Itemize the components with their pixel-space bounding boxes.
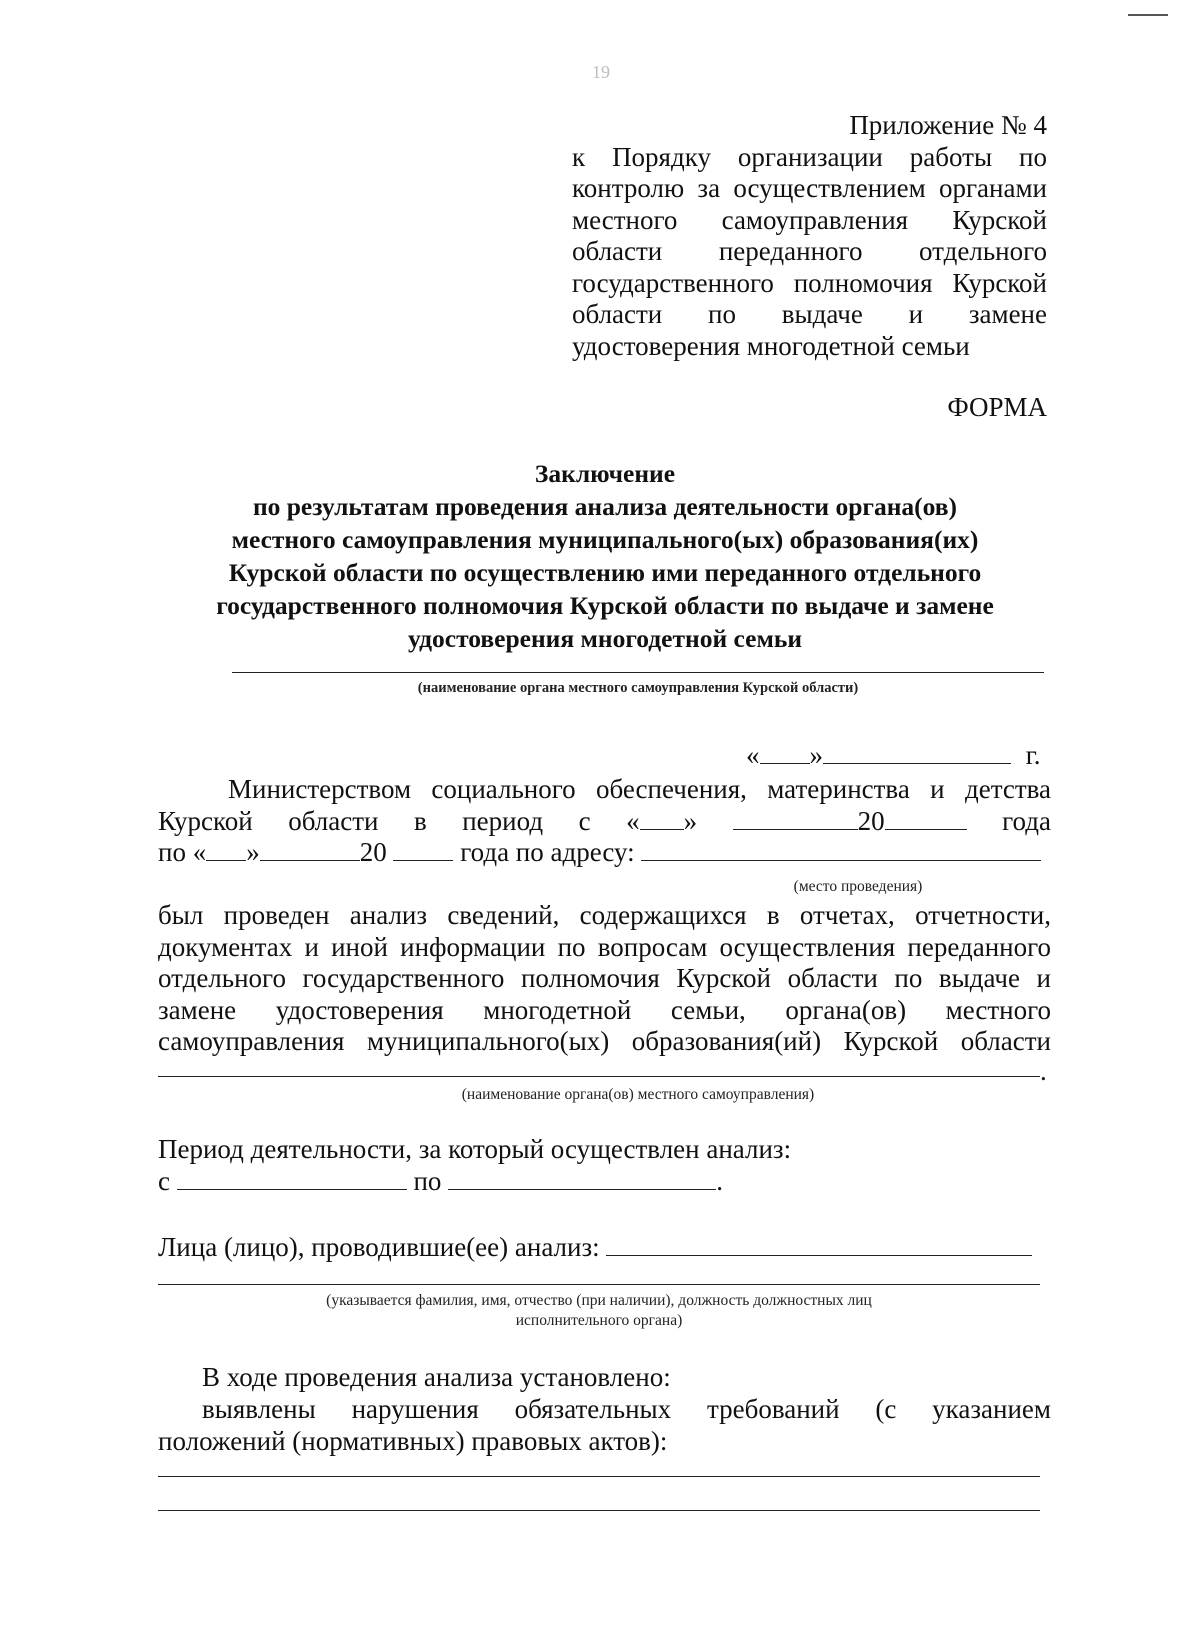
start-year-field[interactable]	[885, 807, 967, 830]
organ-name-caption: (наименование органа местного самоуправления Курской области)	[417, 680, 859, 696]
ministry-line-2	[158, 806, 1051, 838]
period-range	[158, 1166, 723, 1198]
date-day-field[interactable]	[760, 741, 810, 764]
twenty-text: 20	[857, 805, 885, 836]
venue-caption: (место проведения)	[793, 878, 923, 895]
persons-caption-1: (указывается фамилия, имя, отчество (при наличии), должность должностных лиц	[326, 1292, 872, 1309]
persons-caption-2: исполнительного органа)	[515, 1312, 683, 1329]
period-label: Период деятельности, за который осуществлен анализ:	[158, 1134, 792, 1164]
address-field[interactable]	[641, 838, 1041, 861]
date-year-suffix: г.	[1025, 740, 1041, 770]
appendix-line: области переданного отдельного	[572, 236, 1047, 266]
appendix-number: Приложение № 4	[849, 110, 1047, 140]
address-label: года по адресу:	[460, 837, 635, 867]
analysis-line: самоуправления муниципального(ых) образования(ий) Курской области	[158, 1026, 1051, 1056]
appendix-line: удостоверения многодетной семьи	[572, 330, 970, 361]
analysis-line: документах и иной информации по вопросам осуществления переданного	[158, 931, 1051, 962]
word: период	[462, 805, 544, 836]
period-start-day	[626, 806, 697, 838]
findings-field-1[interactable]	[158, 1476, 1040, 1477]
end-month-field[interactable]	[260, 838, 360, 861]
organs-name-field[interactable]	[158, 1076, 1040, 1077]
persons-row	[158, 1232, 1032, 1264]
title-line: удостоверения многодетной семьи	[407, 624, 803, 653]
title-heading: Заключение	[534, 459, 676, 488]
analysis-line: отдельного государственного полномочия Курской области по выдаче и	[158, 963, 1051, 993]
quote-close: »	[683, 805, 698, 836]
title-line: государственного полномочия Курской области по выдаче и замене	[216, 591, 994, 620]
analysis-paragraph	[158, 900, 1051, 1058]
findings-paragraph	[158, 1394, 1051, 1457]
findings-intro: В ходе проведения анализа установлено:	[202, 1362, 671, 1392]
title-line: Курской области по осуществлению ими переданного отдельного	[228, 558, 982, 587]
appendix-header	[572, 110, 1047, 362]
date-quote-open: «	[746, 740, 760, 770]
end-day-field[interactable]	[206, 838, 246, 861]
analysis-line: был проведен анализ сведений, содержащихся в отчетах, отчетности,	[158, 900, 1051, 930]
analysis-line: замене удостоверения многодетной семьи, органа(ов) местного	[158, 994, 1051, 1025]
period-end: .	[716, 1166, 723, 1196]
twenty-text: 20	[359, 837, 387, 867]
quote-open: «	[626, 805, 640, 836]
period-from-label: с	[158, 1166, 170, 1196]
period-to-label: по	[413, 1166, 442, 1196]
title-line: местного самоуправления муниципального(ых) образования(их)	[231, 525, 979, 554]
organs-name-caption: (наименование органа(ов) местного самоуправления)	[461, 1086, 815, 1103]
period-to-field[interactable]	[448, 1167, 716, 1190]
date-month-year-field[interactable]	[823, 741, 1011, 764]
form-label: ФОРМА	[947, 392, 1047, 422]
findings-line-1: выявлены нарушения обязательных требований (с указанием	[202, 1394, 1051, 1424]
word: с	[578, 805, 591, 836]
ministry-line-3	[158, 837, 1051, 869]
quote-close: »	[246, 837, 260, 867]
page-number: 19	[592, 62, 610, 82]
appendix-line: государственного полномочия Курской	[572, 267, 1047, 298]
period-from-field[interactable]	[177, 1167, 407, 1190]
start-month-field[interactable]	[733, 807, 858, 830]
appendix-line: местного самоуправления Курской	[572, 204, 1047, 235]
appendix-line: контролю за осуществлением органами	[572, 173, 1047, 203]
findings-line-2: положений (нормативных) правовых актов):	[158, 1425, 668, 1456]
organ-name-field[interactable]	[232, 672, 1044, 673]
ministry-line-1	[158, 774, 1051, 806]
persons-field-2[interactable]	[158, 1284, 1040, 1285]
start-day-field[interactable]	[640, 807, 684, 830]
appendix-line: к Порядку организации работы по	[572, 141, 1047, 172]
word-goda: года	[1002, 805, 1051, 836]
organs-name-period: .	[1040, 1056, 1047, 1086]
ministry-paragraph	[158, 774, 1051, 869]
end-year-field[interactable]	[393, 838, 453, 861]
findings-field-2[interactable]	[158, 1510, 1040, 1511]
po-text: по «	[158, 837, 207, 867]
ministry-line-1-text: Министерством социального обеспечения, материнства и детства	[228, 774, 1051, 804]
date-line	[746, 740, 1041, 772]
appendix-line: области по выдаче и замене	[572, 299, 1047, 329]
word: Курской	[158, 805, 253, 836]
persons-label: Лица (лицо), проводившие(ее) анализ:	[158, 1232, 600, 1262]
document-title	[160, 457, 1050, 655]
word: области	[288, 805, 379, 836]
persons-field[interactable]	[606, 1233, 1032, 1256]
date-quote-close: »	[809, 740, 823, 770]
word: в	[413, 805, 427, 836]
period-start-year	[733, 806, 967, 838]
scan-mark	[1128, 14, 1168, 16]
title-line: по результатам проведения анализа деятельности органа(ов)	[252, 492, 958, 521]
